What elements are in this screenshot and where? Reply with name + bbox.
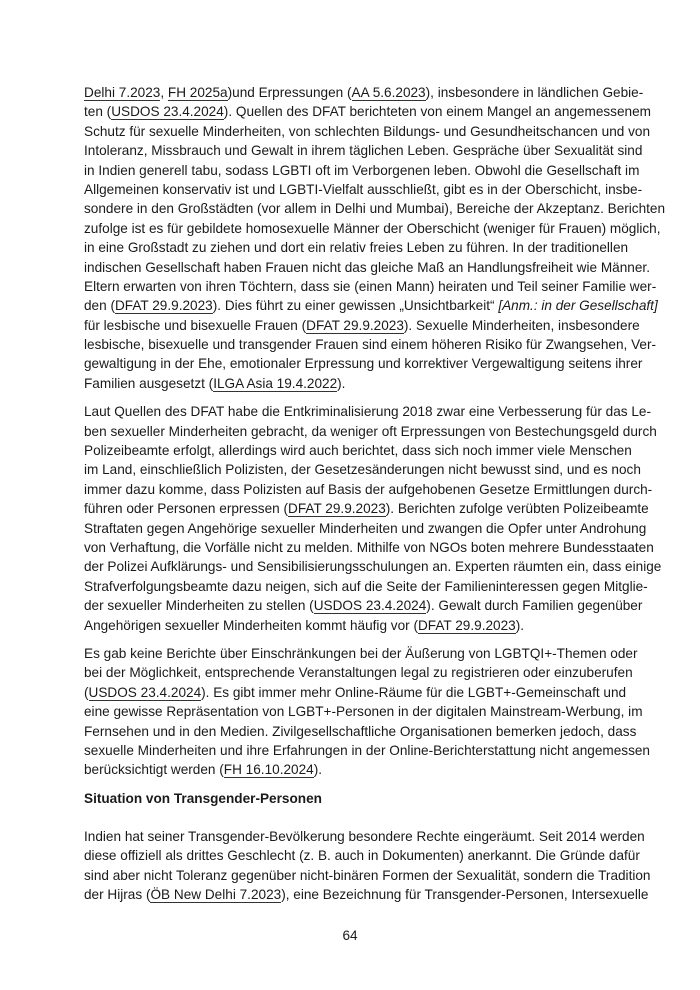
body-text-after [84,827,651,905]
text-segment: ten ( [84,104,112,120]
text-segment: der sexueller Minderheiten zu stellen ( [84,598,314,614]
section-heading: Situation von Transgender-Personen [84,790,322,806]
text-segment: der Polizei Aufklärungs- und Sensibilisierungsschulungen an. Experten räumten ein, dass einige [84,559,662,575]
text-line [84,238,629,257]
text-line [84,402,651,421]
text-segment: sexuelle Minderheiten und ihre Erfahrungen in der Online-Berichterstattung nicht angemessen [84,742,650,758]
text-segment: , [160,85,168,100]
text-segment: lesbische, bisexuelle und transgender Frauen sind einem höheren Risiko für Zwangsehen, Ver- [84,337,657,353]
text-line [84,258,650,277]
citation-link[interactable]: USDOS 23.4.2024 [88,684,202,700]
text-line [84,161,640,180]
text-line [84,722,637,741]
text-line [84,480,653,499]
text-segment: Fernsehen und in den Medien. Zivilgesellschaftliche Organisationen bemerken jedoch, dass [84,723,637,739]
text-line [84,827,645,846]
paragraph [84,83,666,393]
text-segment: diese offiziell als drittes Geschlecht (z. B. auch in Dokumenten) anerkannt. Die Gründe dafür [84,848,640,864]
document-page [84,83,666,914]
text-segment: gewaltigung in der Ehe, emotionaler Erpressung und korrektiver Vergewaltigung seitens ihrer [84,356,643,372]
text-segment: ). [337,375,346,391]
text-line [84,596,643,615]
text-segment: der Hijras ( [84,887,151,903]
text-line [84,83,644,102]
citation-link[interactable]: FH 2025a [167,85,228,100]
text-segment: Es gab keine Berichte über Einschränkungen bei der Äußerung von LGBTQI+-Themen oder [84,645,638,661]
text-line [84,219,661,238]
text-segment: ). Gewalt durch Familien gegenüber [426,598,643,614]
text-segment: bei der Möglichkeit, entsprechende Veranstaltungen legal zu registrieren oder einzuberufen [84,665,633,681]
paragraph [84,402,662,635]
text-line [84,577,648,596]
text-segment: ). [515,617,525,633]
text-segment: zufolge ist es für gebildete homosexuelle Männer der Oberschicht (weniger für Frauen) möglich, [84,220,661,236]
text-segment: Intoleranz, Missbrauch und Gewalt in ihrem täglichen Leben. Gespräche über Sexualität sind [84,143,643,159]
text-segment: ), eine Bezeichnung für Transgender-Personen, Intersexuelle [281,887,649,903]
text-segment: ). Dies führt zu einer gewissen „Unsichtbarkeit“ [212,298,499,314]
editorial-note: [Anm.: in der Gesellschaft] [498,298,658,314]
text-line [84,122,651,141]
text-segment: von Verhaftung, die Vorfälle nicht zu melden. Mithilfe von NGOs boten mehrere Bundesstaaten [84,539,654,555]
text-segment: ). [313,762,323,778]
text-line [84,335,657,354]
text-line [84,296,658,315]
text-line [84,663,633,682]
text-segment: eine gewisse Repräsentation von LGBT+-Personen in der digitalen Mainstream-Werbung, im [84,704,643,720]
text-line [84,519,647,538]
text-line [84,846,640,865]
text-line [84,538,654,557]
text-segment: berücksichtigt werden ( [84,762,224,778]
text-segment: für lesbische und bisexuelle Frauen ( [84,317,307,333]
text-line [84,374,617,393]
text-segment: Schutz für sexuelle Minderheiten, von schlechten Bildungs- und Gesundheitschancen und von [84,123,651,139]
citation-link[interactable]: FH 16.10.2024 [223,762,314,778]
citation-link[interactable]: USDOS 23.4.2024 [313,598,427,614]
text-segment: ), insbesondere in ländlichen Gebie- [425,85,644,100]
page-number: 64 [342,928,358,943]
text-line [84,102,651,121]
citation-link[interactable]: DFAT 29.9.2023 [417,617,516,633]
text-line [84,277,657,296]
text-segment: in Indien generell tabu, sodass LGBTI oft im Verborgenen leben. Obwohl die Gesellschaft im [84,162,640,178]
text-line [84,760,617,779]
text-segment: ben sexueller Minderheiten gebracht, da weniger oft Erpressungen von Bestechungsgeld durch [84,423,657,439]
text-line [84,199,666,218]
text-line [84,741,650,760]
text-segment: ). Es gibt immer mehr Online-Räume für die LGBT+-Gemeinschaft und [201,684,627,700]
text-line [84,441,632,460]
text-segment: Allgemeinen konservativ ist und LGBTI-Vielfalt ausschließt, gibt es in der Oberschicht, insbe- [84,181,643,197]
text-line [84,499,649,518]
citation-link[interactable]: DFAT 29.9.2023 [288,501,386,517]
text-line [84,702,643,721]
text-line [84,422,657,441]
text-segment: ( [84,684,89,700]
citation-link[interactable]: Delhi 7.2023 [84,85,161,100]
text-segment: indischen Gesellschaft haben Frauen nicht das gleiche Maß an Handlungsfreiheit wie Männer. [84,259,650,275]
text-segment: Eltern erwarten von ihren Töchtern, dass sie (einen Mann) heiraten und Teil seiner Familie wer- [84,278,657,294]
paragraph [84,827,651,905]
text-line [84,557,662,576]
text-line [84,180,643,199]
citation-link[interactable]: DFAT 29.9.2023 [114,298,213,314]
body-text-before [84,83,666,780]
citation-link[interactable]: DFAT 29.9.2023 [306,317,404,333]
text-line [84,866,651,885]
text-segment: führen oder Personen erpressen ( [84,501,289,517]
text-segment: Familien ausgesetzt ( [84,375,214,391]
text-line [84,683,627,702]
text-segment: Angehörigen sexueller Minderheiten kommt häufig vor ( [84,617,418,633]
text-segment: ). Sexuelle Minderheiten, insbesondere [403,317,640,333]
citation-link[interactable]: USDOS 23.4.2024 [111,104,224,120]
text-segment: Straftaten gegen Angehörige sexueller Minderheiten und zwangen die Opfer unter Androhung [84,520,647,536]
text-line [84,316,640,335]
text-line [84,354,643,373]
text-segment: im Land, einschließlich Polizisten, der Gesetzesänderungen nicht bewusst sind, und es noch [84,462,641,478]
citation-link[interactable]: ÖB New Delhi 7.2023 [150,887,282,903]
text-segment: den ( [84,298,115,314]
text-segment: ). Berichten zufolge verübten Polizeibeamte [385,501,649,517]
text-segment: sondere in den Großstädten (vor allem in Delhi und Mumbai), Bereiche der Akzeptanz. Berichten [84,201,666,217]
citation-link[interactable]: AA 5.6.2023 [351,85,426,100]
text-line [84,460,641,479]
text-line [84,644,638,663]
citation-link[interactable]: ILGA Asia 19.4.2022 [213,375,338,391]
text-segment: Polizeibeamte erfolgt, allerdings wird auch berichtet, dass sich noch immer viele Menschen [84,443,632,459]
text-segment: )und Erpressungen ( [227,85,352,100]
text-line [84,141,643,160]
text-line [84,616,617,635]
text-segment: in eine Großstadt zu ziehen und dort ein relativ freies Leben zu führen. In der traditionellen [84,240,629,256]
text-segment: sind aber nicht Toleranz gegenüber nicht-binären Formen der Sexualität, sondern die Tradition [84,867,651,883]
text-segment: immer dazu komme, dass Polizisten auf Basis der aufgehobenen Gesetze Ermittlungen durch- [84,481,653,497]
text-segment: Strafverfolgungsbeamte dazu neigen, sich auf die Seite der Familieninteressen gegen Mitglie- [84,578,648,594]
text-segment: Indien hat seiner Transgender-Bevölkerung besondere Rechte eingeräumt. Seit 2014 werden [84,829,645,845]
text-line [84,885,649,904]
text-segment: Laut Quellen des DFAT habe die Entkriminalisierung 2018 zwar eine Verbesserung für das Le- [84,404,651,420]
text-segment: ). Quellen des DFAT berichteten von einem Mangel an angemessenem [223,104,651,120]
paragraph [84,644,650,780]
